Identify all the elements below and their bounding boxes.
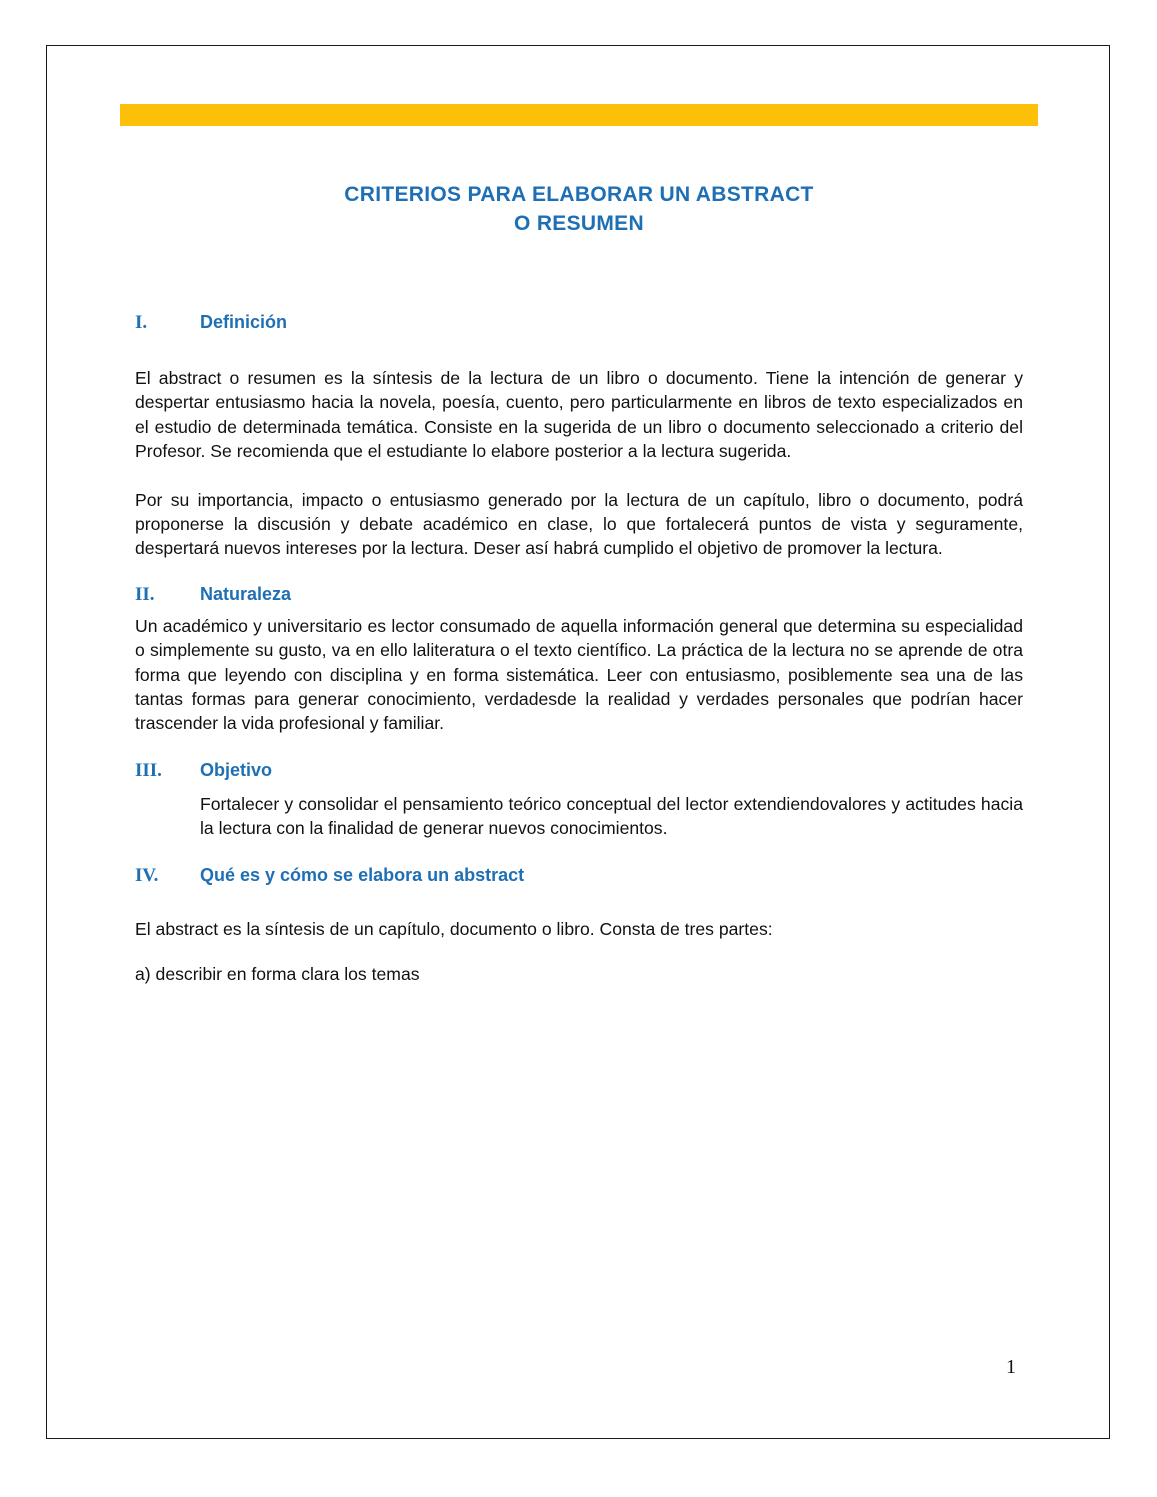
section-number: IV. [135,864,159,886]
section-title: Definición [200,312,288,332]
section-heading-naturaleza [135,581,1023,608]
document-body [135,309,1023,987]
section-title: Naturaleza [200,583,292,604]
document-title-line-1: CRITERIOS PARA ELABORAR UN ABSTRACT [344,183,814,206]
list-item-a: a) describir en forma clara los temas [135,964,420,985]
section-number: I. [135,312,148,333]
section-number: II. [135,583,155,605]
section-heading-abstract [135,862,1023,889]
header-accent-bar [120,104,1038,126]
document-title [120,180,1038,238]
paragraph-objetivo: Fortalecer y consolidar el pensamiento teórico conceptual del lector extendiendovalores y actitudes hacia la lectura con la finalidad de generar nuevos conocimientos. [200,793,1023,839]
section-heading-definicion [135,309,1023,336]
paragraph-definicion-1: El abstract o resumen es la síntesis de la lectura de un libro o documento. Tiene la intención de generar y despertar entusiasmo hacia la novela, poesía, cuento, pero particularmente en libros de texto especializados en el estudio de determinada temática. Consiste en la sugerida de un libro o documento seleccionado a criterio del Profesor. Se recomienda que el estudiante lo elabore posterior a la lectura sugerida. [135,368,1023,462]
document-title-line-2: O RESUMEN [514,212,644,235]
section-heading-objetivo [135,757,1023,784]
section-title: Objetivo [200,759,273,780]
paragraph-definicion-2: Por su importancia, impacto o entusiasmo generado por la lectura de un capítulo, libro o documento, podrá proponerse la discusión y debate académico en clase, lo que fortalecerá puntos de vista y seguramente, despertará nuevos intereses por la lectura. Deser así habrá cumplido el objetivo de promover la lectura. [135,489,1023,559]
page-number: 1 [1006,1356,1016,1378]
paragraph-abstract-intro: El abstract es la síntesis de un capítulo, documento o libro. Consta de tres partes: [135,918,773,939]
section-title: Qué es y cómo se elabora un abstract [200,864,525,885]
paragraph-naturaleza: Un académico y universitario es lector consumado de aquella información general que determina su especialidad o simplemente su gusto, va en ello laliteratura o el texto científico. La práctica de la lectura no se aprende de otra forma que leyendo con disciplina y en forma sistemática. Leer con entusiasmo, posiblemente sea una de las tantas formas para generar conocimiento, verdadesde la realidad y verdades personales que podrían hacer trascender la vida profesional y familiar. [135,615,1023,734]
section-number: III. [135,759,162,781]
